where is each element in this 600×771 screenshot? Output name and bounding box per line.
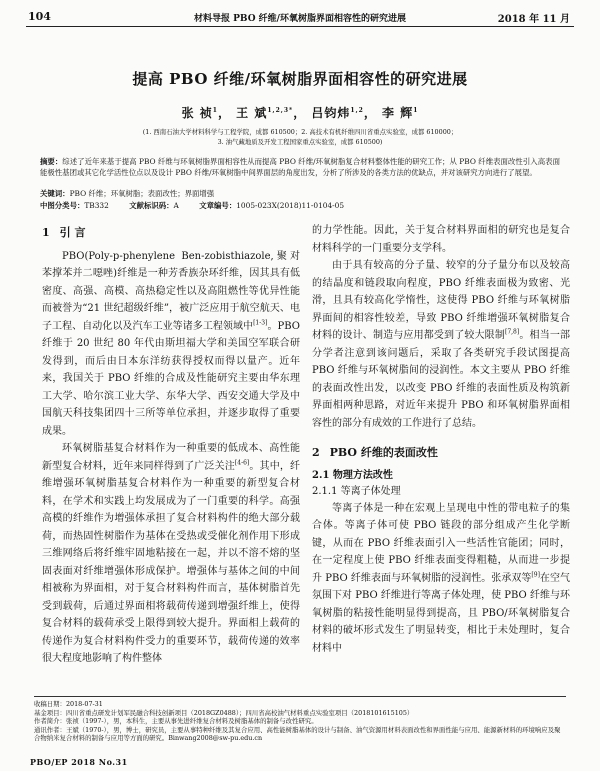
footnote-funding: 基金项目：四川省重点研发计划军民融合科技创新项目（2018GZ0488）；四川省高校油气材料重点实验室项目（2018101615105） xyxy=(34,708,414,717)
citation: [1-3] xyxy=(253,319,268,327)
article-no-value: 1005-023X(2018)11-0104-05 xyxy=(236,201,345,210)
paragraph: 由于具有较高的分子量、较窄的分子量分布以及较高的结晶度和链段取向程度，PBO 纤维表面极为致密、光滑，且具有较高化学惰性，这使得 PBO 纤维与环氧树脂界面间的相容性较差，导致 PBO 纤维增强环氧树脂复合材料的设计、制造与应用都受到了较大限制[7,8]。相当一部分学者注意到该问题后，采取了各类研究手段试图提高 PBO 纤维与环氧树脂间的浸润性。本文主要从 PBO 纤维的表面改性出发，以改变 PBO 纤维的表面性质及构筑新界面相两种思路，对近年来提升 PBO 和环氧树脂界面相容性的部分有成效的工作进行了总结。 xyxy=(312,260,571,429)
left-column xyxy=(42,222,300,668)
section-number: 2 xyxy=(312,446,320,459)
citation: [9] xyxy=(531,571,540,579)
author-name: 张 祯 xyxy=(181,106,213,120)
doc-code-value: A xyxy=(173,201,179,210)
author-name: 吕钧炜 xyxy=(311,106,351,120)
author-affil-sup: 1 xyxy=(212,107,218,114)
footnote-author: 作者简介：张祯（1997-），男，本科生，主要从事先进纤维复合材料及树脂基体的制备与改性研究。 xyxy=(34,717,318,726)
keywords-text: PBO 纤维；环氧树脂；表面改性；界面增强 xyxy=(69,189,215,198)
paragraph: 的力学性能。因此，关于复合材料界面相的研究也是复合材料科学的一门重要分支学科。 xyxy=(312,225,570,254)
author-list: 张 祯$^1$， 王 斌$^{1,2,3*}$， 吕钧炜$^{1,2}$， 李 辉$^1$ xyxy=(181,106,419,120)
section-number: 1 xyxy=(42,226,50,239)
keywords-label: 关键词： xyxy=(40,189,70,198)
author-affil-sup: 1,2,3* xyxy=(267,107,294,114)
author-name: 王 斌 xyxy=(236,106,268,120)
subsubsection-heading: 2.1.1 等离子体处理 xyxy=(312,485,401,497)
clc-label: 中图分类号： xyxy=(40,201,85,210)
section-heading xyxy=(312,444,570,462)
right-column xyxy=(312,222,570,657)
citation: [7,8] xyxy=(504,328,520,336)
classification-line xyxy=(40,200,560,211)
footer-id: PBO/EP 2018 No.31 xyxy=(30,757,128,767)
paragraph: PBO(Poly-p-phenylene Ben-zobisthiazole,聚对苯撑苯并二噁唑)纤维是一种芳香族杂环纤维，因其具有低密度、高强、高模、高热稳定性以及高阻燃性等优异性能而被誉为“21 世纪超级纤维”，被广泛应用于航空航天、电子工程、自动化以及汽车工业等诸多工程领域中[1-3]。PBO 纤维于 20 世纪 80 年代由斯坦福大学和美国空军联合研发得到，而后由日本东洋纺获得授权而得以量产。近年来，我国关于 PBO 纤维的合成及性能研究主要由华东理工大学、哈尔滨工业大学、东华大学、西安交通大学及中国航天科技集团四十三所等单位承担，并逐步取得了重要成果。 xyxy=(42,250,301,437)
header-rule xyxy=(26,26,574,27)
section-title: PBO 纤维的表面改性 xyxy=(329,446,438,459)
article-no-label: 文章编号： xyxy=(199,201,237,210)
footnote-received: 收稿日期：2018-07-31 xyxy=(34,700,103,708)
running-title: 材料导报 PBO 纤维/环氧树脂界面相容性的研究进展 xyxy=(194,14,406,24)
paragraph: 环氧树脂基复合材料作为一种重要的低成本、高性能新型复合材料，近年来同样得到了广泛关注[4-6]。其中，纤维增强环氧树脂基复合材料作为一种重要的新型复合材料，在学术和实践上均发展成为了一门重要的科学。高强高模的纤维作为增强体承担了复合材料构件的绝大部分载荷，而热固性树脂作为基体在受热或受催化剂作用下形成三维网络后将纤维牢固地粘接在一起，并以不溶不熔的坚固表面对纤维增强体形成保护。增强体与基体之间的中间相被称为界面相，对于复合材料构件而言，基体树脂首先受到载荷，后通过界面相将载荷传递到增强纤维上，使得复合材料的载荷承受上限得到较大提升。界面相上载荷的传递作为复合材料构件受力的重要环节，载荷传递的效率很大程度地影响了构件整体 xyxy=(42,443,301,664)
author-affil-sup: 1,2 xyxy=(350,107,364,114)
abstract-label: 摘要： xyxy=(40,157,63,166)
issue-date: 2018 年 11 月 xyxy=(497,14,570,25)
abstract-text: 综述了近年来基于提高 PBO 纤维与环氧树脂界面相容性从而提高 PBO 纤维/环氧树脂复合材料整体性能的研究工作；从 PBO 纤维表面改性引入高表面能极性基团或其它化学活性位点以及设计 PBO 纤维/环氧树脂中间界面层的角度出发，分析了所涉及的各类方法的优缺点，并对该研究方向进行了展望。 xyxy=(40,157,560,177)
footnote-corresponding: 通讯作者：王斌（1970-），男，博士，研究员，主要从事特种纤维及其复合应用、高性能树脂基体的设计与制备、油气资源用材料表面改性和界面性能与应用、能源新材料的环境响应及聚合物纳米复合材料的制备与应用等方面的研究。Binwang2008@sw-pu.edu.cn xyxy=(34,725,561,743)
section-heading xyxy=(42,224,300,242)
doc-code-label: 文献标识码： xyxy=(129,201,174,210)
clc-value: TB332 xyxy=(84,201,109,210)
author-affil-sup: 1 xyxy=(413,107,419,114)
subsection-heading: 2.1 物理方法改性 xyxy=(312,469,393,481)
paper-title: 提高 PBO 纤维/环氧树脂界面相容性的研究进展 xyxy=(132,70,468,88)
affiliation-line: (1. 西南石油大学材料科学与工程学院，成都 610500；2. 高技术有机纤维四川省重点实验室，成都 610000； xyxy=(142,128,458,136)
section-title: 引 言 xyxy=(59,226,86,239)
paragraph: 等离子体是一种在宏观上呈现电中性的带电粒子的集合体。等离子体可使 PBO 链段的部分组成产生化学断键，从而在 PBO 纤维表面引入一些活性官能团；同时，在一定程度上使 PBO 纤维表面变得粗糙，从而进一步提升 PBO 纤维表面与环氧树脂的浸润性。张承双等[9]在空气氛围下对 PBO 纤维进行等离子体处理，使 PBO 纤维与环氧树脂的粘接性能明显得到提高，且 PBO/环氧树脂复合材料的破坏形式发生了明显转变，相比于未处理时，复合材料中 xyxy=(312,502,570,654)
running-header xyxy=(0,0,600,30)
citation: [4-6] xyxy=(234,459,250,467)
page-number: 104 xyxy=(28,10,51,23)
footnote xyxy=(34,696,566,743)
author-name: 李 辉 xyxy=(382,106,414,120)
abstract xyxy=(40,156,560,178)
keywords xyxy=(40,188,560,199)
affiliation-line: 3. 油气藏地质及开发工程国家重点实验室，成都 610500) xyxy=(217,138,383,146)
